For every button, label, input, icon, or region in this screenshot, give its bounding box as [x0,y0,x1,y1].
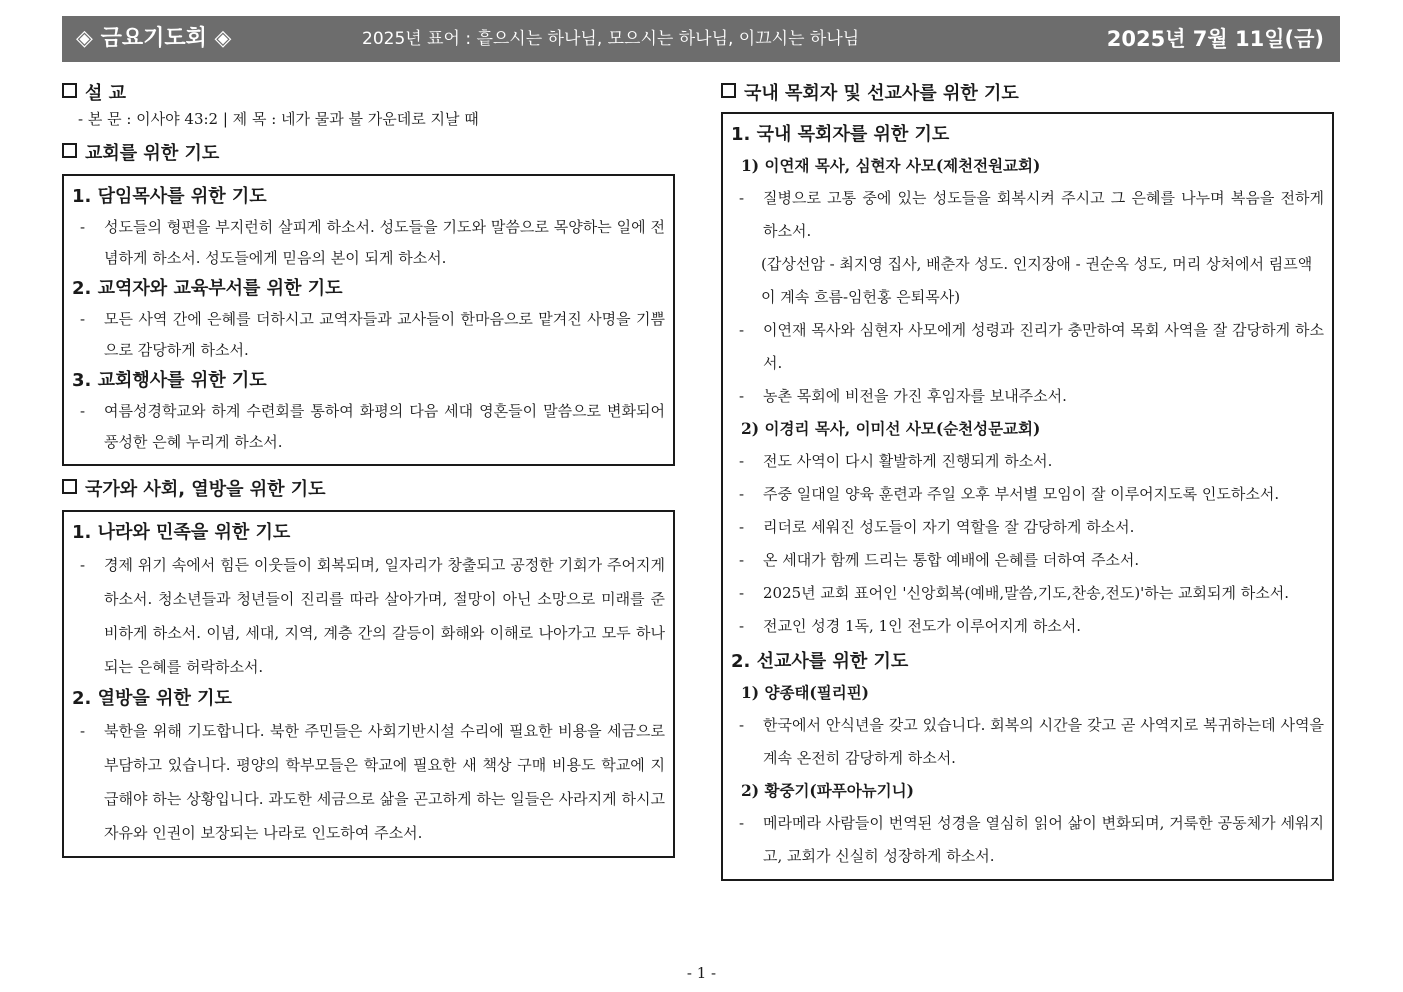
prayer-bullet: - 전도 사역이 다시 활발하게 진행되게 하소서. [739,452,1053,470]
prayer-item-title: 1. 나라와 민족을 위한 기도 [72,522,291,543]
prayer-bullet: - 경제 위기 속에서 힘든 이웃들이 회복되며, 일자리가 창출되고 공정한 기회가 주어지게 하소서. 청소년들과 청년들이 진리를 따라 살아가며, 절망이 아닌 소망으로 미래를 준비하게 하소서. 이념, 세대, 지역, 계층 간의 갈등이 화해와 이해로 나아가고 모두 하나 되는 은혜를 허락하소서. [80,556,665,676]
prayer-item-title: 3. 교회행사를 위한 기도 [72,370,267,391]
prayer-bullet: - 여름성경학교와 하계 수련회를 통하여 화평의 다음 세대 영혼들이 말씀으로 변화되어 풍성한 은혜 누리게 하소서. [80,402,665,451]
prayer-bullet: - 2025년 교회 표어인 '신앙회복(예배,말씀,기도,찬송,전도)'하는 교회되게 하소서. [739,584,1290,602]
checkbox-square-icon [62,479,77,494]
pastor-name: 2) 이경리 목사, 이미선 사모(순천성문교회) [741,419,1041,438]
right-column [721,80,1334,881]
missionary-name: 2) 황중기(파푸아뉴기니) [741,781,914,800]
prayer-item-title: 1. 담임목사를 위한 기도 [72,186,267,207]
church-prayer-box [62,174,675,466]
church-prayer-heading: 교회를 위한 기도 [62,140,675,168]
prayer-bullet: - 온 세대가 함께 드리는 통합 예배에 은혜를 더하여 주소서. [739,551,1140,569]
year-motto: 2025년 표어 : 흩으시는 하나님, 모으시는 하나님, 이끄시는 하나님 [362,29,860,49]
prayer-bullet: - 리더로 세워진 성도들이 자기 역할을 잘 감당하게 하소서. [739,518,1135,536]
header-banner [62,16,1340,62]
prayer-bullet: - 한국에서 안식년을 갖고 있습니다. 회복의 시간을 갖고 곧 사역지로 복귀하는데 사역을 계속 온전히 감당하게 하소서. [739,716,1324,767]
prayer-bullet: - 메라메라 사람들이 번역된 성경을 열심히 읽어 삶이 변화되며, 거룩한 공동체가 세워지고, 교회가 신실히 성장하게 하소서. [739,814,1324,865]
prayer-item-title: 1. 국내 목회자를 위한 기도 [731,124,950,145]
pastor-name: 1) 이연재 목사, 심현자 사모(제천전원교회) [741,156,1041,175]
missions-heading: 국내 목회자 및 선교사를 위한 기도 [721,80,1334,108]
prayer-item-title: 2. 열방을 위한 기도 [72,688,232,709]
prayer-item-title: 2. 선교사를 위한 기도 [731,651,909,672]
meeting-title: ◈ 금요기도회 ◈ [76,26,232,51]
page-number: - 1 - [686,964,717,982]
meeting-date: 2025년 7월 11일(금) [1106,27,1324,51]
checkbox-square-icon [62,83,77,98]
prayer-bullet: - 이연재 목사와 심현자 사모에게 성령과 진리가 충만하여 목회 사역을 잘 감당하게 하소서. [739,321,1324,372]
sermon-info: - 본 문 : 이사야 43:2 | 제 목 : 네가 물과 불 가운데로 지날 때 [78,110,479,128]
sermon-heading: 설 교 [62,80,675,108]
prayer-bullet: - 성도들의 형편을 부지런히 살피게 하소서. 성도들을 기도와 말씀으로 목양하는 일에 전념하게 하소서. 성도들에게 믿음의 본이 되게 하소서. [80,218,665,267]
nation-prayer-heading: 국가와 사회, 열방을 위한 기도 [62,476,675,504]
checkbox-square-icon [721,83,736,98]
left-column [62,80,675,858]
prayer-bullet: - 전교인 성경 1독, 1인 전도가 이루어지게 하소서. [739,617,1082,635]
checkbox-square-icon [62,143,77,158]
prayer-bullet: - 질병으로 고통 중에 있는 성도들을 회복시켜 주시고 그 은혜를 나누며 복음을 전하게 하소서. [739,189,1324,240]
missionary-name: 1) 양종태(필리핀) [741,683,870,702]
prayer-bullet: - 주중 일대일 양육 훈련과 주일 오후 부서별 모임이 잘 이루어지도록 인도하소서. [739,485,1280,503]
prayer-note: (갑상선암 - 최지영 집사, 배춘자 성도. 인지장애 - 권순옥 성도, 머리 상처에서 림프액이 계속 흐름-임헌홍 은퇴목사) [761,255,1313,306]
prayer-item-title: 2. 교역자와 교육부서를 위한 기도 [72,278,343,299]
prayer-bullet: - 농촌 목회에 비전을 가진 후임자를 보내주소서. [739,387,1067,405]
nation-prayer-box [62,510,675,858]
missions-prayer-box [721,112,1334,881]
prayer-bullet: - 북한을 위해 기도합니다. 북한 주민들은 사회기반시설 수리에 필요한 비용을 세금으로 부담하고 있습니다. 평양의 학부모들은 학교에 필요한 새 책상 구매 비용도 학교에 지급해야 하는 상황입니다. 과도한 세금으로 삶을 곤고하게 하는 일들은 사라지게 하시고 자유와 인권이 보장되는 나라로 인도하여 주소서. [80,722,665,842]
prayer-bullet: - 모든 사역 간에 은혜를 더하시고 교역자들과 교사들이 한마음으로 맡겨진 사명을 기쁨으로 감당하게 하소서. [80,310,665,359]
